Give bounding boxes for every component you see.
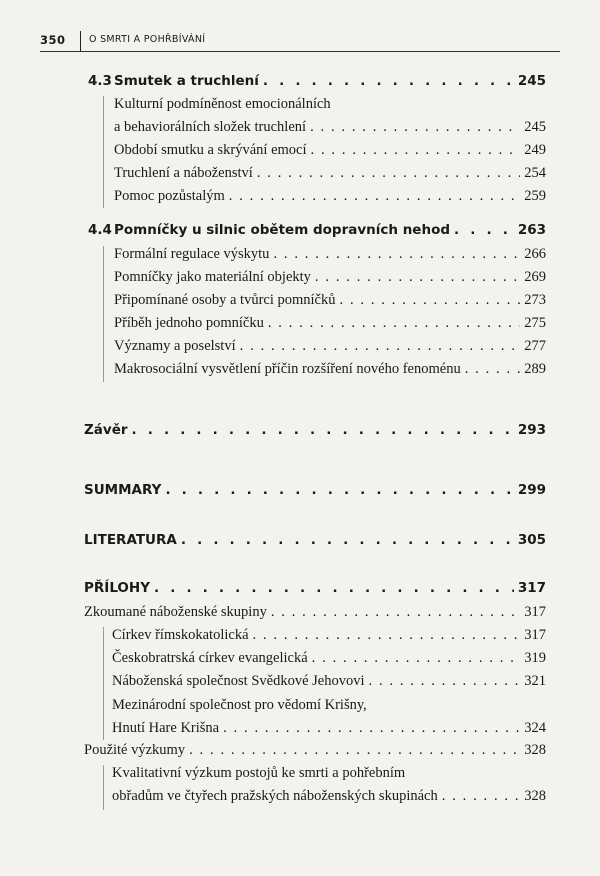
page-ref: 269 [524, 269, 546, 285]
dot-leader [465, 361, 521, 378]
toc-entry-4-4-5[interactable] [0, 338, 600, 360]
toc-entry-vyzkumy-1[interactable] [0, 788, 600, 810]
dot-leader [271, 604, 520, 621]
dot-leader [310, 119, 520, 136]
page-ref: 328 [524, 742, 546, 758]
entry-title: Významy a poselství [114, 338, 236, 354]
dot-leader [369, 673, 521, 690]
toc-entry-vyzkumy[interactable] [0, 742, 600, 764]
toc-entry-4-3-3[interactable] [0, 165, 600, 187]
toc-entry-4-4-1[interactable] [0, 246, 600, 268]
dot-leader [240, 338, 521, 355]
toc-entry-literatura[interactable] [0, 532, 600, 554]
dot-leader [165, 482, 513, 498]
page-number: 350 [40, 33, 66, 47]
page-ref: 319 [524, 650, 546, 666]
page-ref: 275 [524, 315, 546, 331]
entry-title: Náboženská společnost Svědkové Jehovovi [112, 673, 365, 689]
entry-title: obřadům ve čtyřech pražských náboženských skupinách [112, 788, 438, 804]
entry-title: Hnutí Hare Krišna [112, 720, 220, 736]
section-title: Smutek a truchlení [114, 73, 259, 89]
entry-title: a behaviorálních složek truchlení [114, 119, 307, 135]
page-ref: 328 [524, 788, 546, 804]
section-title: Závěr [84, 422, 128, 438]
section-title: Pomníčky u silnic obětem dopravních nehod [114, 222, 451, 238]
toc-entry-skupiny-2[interactable] [0, 650, 600, 672]
page-ref: 245 [524, 119, 546, 135]
dot-leader [273, 246, 520, 263]
section-title: LITERATURA [84, 532, 177, 548]
toc-entry-4-4-6[interactable] [0, 361, 600, 383]
page-ref: 273 [524, 292, 546, 308]
dot-leader [253, 627, 521, 644]
section-title: SUMMARY [84, 482, 162, 498]
page-ref: 321 [524, 673, 546, 689]
page-ref: 263 [517, 222, 546, 238]
toc-entry-4-3-1[interactable] [0, 119, 600, 141]
toc-entry-4-4-4[interactable] [0, 315, 600, 337]
toc-entry-line: Kulturní podmíněnost emocionálních [114, 96, 331, 112]
entry-title: Českobratrská církev evangelická [112, 650, 308, 666]
dot-leader [442, 788, 521, 805]
dot-leader [223, 720, 520, 737]
entry-title: Makrosociální vysvětlení příčin rozšíření nového fenoménu [114, 361, 461, 377]
toc-entry-line: Kvalitativní výzkum postojů ke smrti a pohřebním [112, 765, 406, 781]
page-ref: 317 [524, 604, 546, 620]
entry-title: Církev římskokatolická [112, 627, 249, 643]
section-number: 4.4 [88, 222, 112, 238]
toc-entry-4-3[interactable] [0, 73, 600, 95]
page-ref: 317 [517, 580, 546, 596]
entry-title: Zkoumané náboženské skupiny [84, 604, 267, 620]
dot-leader [154, 580, 514, 596]
dot-leader [229, 188, 520, 205]
toc-entry-prilohy[interactable] [0, 580, 600, 602]
dot-leader [312, 650, 521, 667]
entry-title: Pomníčky jako materiální objekty [114, 269, 311, 285]
dot-leader [263, 73, 514, 89]
dot-leader [189, 742, 520, 759]
subsection-rule [103, 96, 104, 208]
entry-title: Použité výzkumy [84, 742, 186, 758]
toc-entry-skupiny[interactable] [0, 604, 600, 626]
page-ref: 324 [524, 720, 546, 736]
toc-entry-skupiny-1[interactable] [0, 627, 600, 649]
toc-entry-4-4[interactable] [0, 222, 600, 244]
toc-entry-zaver[interactable] [0, 422, 600, 444]
entry-title: Formální regulace výskytu [114, 246, 270, 262]
toc-entry-4-3-2[interactable] [0, 142, 600, 164]
subsection-rule [103, 765, 104, 810]
dot-leader [132, 422, 514, 438]
dot-leader [315, 269, 520, 286]
page-ref: 289 [524, 361, 546, 377]
entry-title: Příběh jednoho pomníčku [114, 315, 264, 331]
entry-title: Připomínané osoby a tvůrci pomníčků [114, 292, 336, 308]
toc-entry-skupiny-4[interactable] [0, 720, 600, 742]
page-ref: 249 [524, 142, 546, 158]
page-ref: 245 [517, 73, 546, 89]
dot-leader [311, 142, 521, 159]
entry-title: Truchlení a náboženství [114, 165, 253, 181]
toc-entry-4-4-3[interactable] [0, 292, 600, 314]
subsection-rule [103, 627, 104, 740]
subsection-rule [103, 246, 104, 382]
dot-leader [340, 292, 521, 309]
toc-entry-4-3-4[interactable] [0, 188, 600, 210]
dot-leader [454, 222, 514, 238]
page-ref: 317 [524, 627, 546, 643]
section-title: PŘÍLOHY [84, 580, 150, 596]
entry-title: Období smutku a skrývání emocí [114, 142, 307, 158]
entry-title: Pomoc pozůstalým [114, 188, 225, 204]
dot-leader [181, 532, 514, 548]
toc-entry-skupiny-3[interactable] [0, 673, 600, 695]
toc-entry-summary[interactable] [0, 482, 600, 504]
dot-leader [257, 165, 520, 182]
page-ref: 266 [524, 246, 546, 262]
page-ref: 254 [524, 165, 546, 181]
running-head-title: O SMRTI A POHŘBÍVÁNÍ [89, 34, 206, 45]
page-ref: 293 [517, 422, 546, 438]
page-ref: 305 [517, 532, 546, 548]
page-ref: 277 [524, 338, 546, 354]
page-ref: 259 [524, 188, 546, 204]
section-number: 4.3 [88, 73, 112, 89]
dot-leader [268, 315, 520, 332]
page-ref: 299 [517, 482, 546, 498]
toc-entry-line: Mezinárodní společnost pro vědomí Krišny, [112, 697, 367, 713]
toc-entry-4-4-2[interactable] [0, 269, 600, 291]
